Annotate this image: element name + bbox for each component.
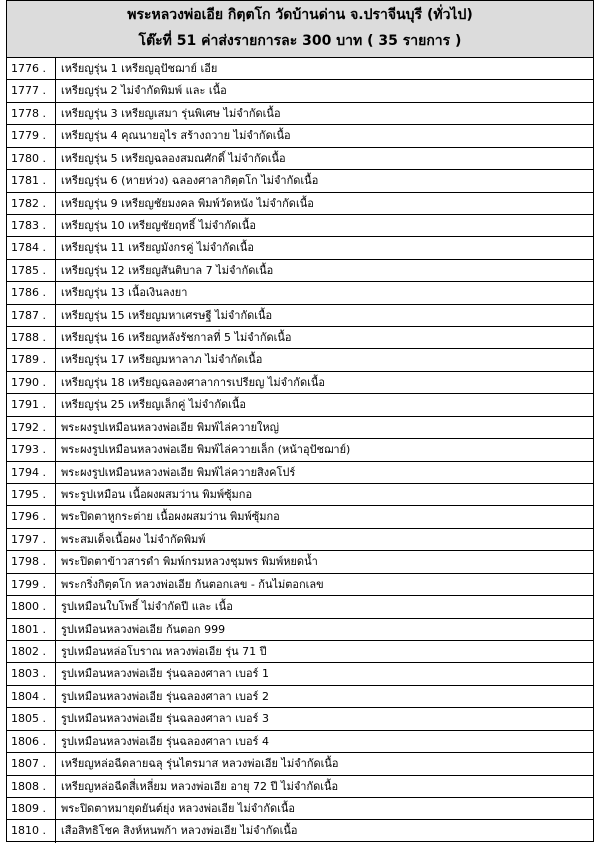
item-description: พระผงรูปเหมือนหลวงพ่อเอีย พิมพ์ไล่ควายใหญ่ <box>61 420 280 434</box>
table-row <box>7 125 593 147</box>
table-header <box>7 1 593 58</box>
item-description: รูปเหมือนหล่อโบราณ หลวงพ่อเอีย รุ่น 71 ปี <box>61 644 267 658</box>
item-description: เหรียญรุ่น 3 เหรียญเสมา รุ่นพิเศษ ไม่จำกัดเนื้อ <box>61 106 281 120</box>
item-description: รูปเหมือนหลวงพ่อเอีย รุ่นฉลองศาลา เบอร์ 4 <box>61 734 269 748</box>
table-row <box>7 327 593 349</box>
table-row <box>7 529 593 551</box>
item-number: 1805 . <box>7 708 56 729</box>
item-number: 1784 . <box>7 237 56 258</box>
table-row <box>7 394 593 416</box>
item-number: 1777 . <box>7 80 56 101</box>
table-row <box>7 193 593 215</box>
item-number: 1797 . <box>7 529 56 550</box>
table-row <box>7 372 593 394</box>
item-number: 1796 . <box>7 506 56 527</box>
item-number: 1789 . <box>7 349 56 370</box>
item-description: เหรียญรุ่น 15 เหรียญมหาเศรษฐี ไม่จำกัดเนื้อ <box>61 308 273 322</box>
table-row <box>7 80 593 102</box>
item-description: พระปิดตาหมายุดยันต์ยุ่ง หลวงพ่อเอีย ไม่จำกัดเนื้อ <box>61 801 296 815</box>
table-row <box>7 776 593 798</box>
page-title: พระหลวงพ่อเอีย กิตฺตโก วัดบ้านด่าน จ.ปราจีนบุรี (ทั่วไป) <box>127 7 473 23</box>
table-row <box>7 103 593 125</box>
item-description: เหรียญรุ่น 11 เหรียญมังกรคู่ ไม่จำกัดเนื้อ <box>61 241 255 255</box>
item-number: 1788 . <box>7 327 56 348</box>
item-description: เหรียญรุ่น 18 เหรียญฉลองศาลาการเปรียญ ไม่จำกัดเนื้อ <box>61 375 325 389</box>
item-description: เหรียญรุ่น 13 เนื้อเงินลงยา <box>61 286 188 300</box>
item-number: 1804 . <box>7 686 56 707</box>
item-number: 1793 . <box>7 439 56 460</box>
table-row <box>7 820 593 842</box>
item-description: รูปเหมือนหลวงพ่อเอีย รุ่นฉลองศาลา เบอร์ 1 <box>61 667 269 681</box>
table-row <box>7 237 593 259</box>
item-description: พระกริ่งกิตฺตโก หลวงพ่อเอีย ก้นตอกเลข - ก้นไม่ตอกเลข <box>61 577 324 591</box>
item-description: เหรียญรุ่น 1 เหรียญอุปัชฌาย์ เอีย <box>61 62 218 75</box>
item-number: 1799 . <box>7 574 56 595</box>
item-number: 1792 . <box>7 417 56 438</box>
item-description: พระรูปเหมือน เนื้อผงผสมว่าน พิมพ์ซุ้มกอ <box>61 488 253 502</box>
item-description: พระผงรูปเหมือนหลวงพ่อเอีย พิมพ์ไล่ควายสิงคโปร์ <box>61 465 296 479</box>
item-description: เหรียญรุ่น 5 เหรียญฉลองสมณศักดิ์ ไม่จำกัดเนื้อ <box>61 151 286 165</box>
page-subtitle: โต๊ะที่ 51 ค่าส่งรายการละ 300 บาท ( 35 รายการ ) <box>138 33 462 49</box>
item-description: เหรียญรุ่น 4 คุณนายอุไร สร้างถวาย ไม่จำกัดเนื้อ <box>61 129 291 143</box>
table-row <box>7 596 593 618</box>
auction-list-table <box>6 0 594 842</box>
table-row <box>7 574 593 596</box>
item-number: 1800 . <box>7 596 56 617</box>
item-description: เหรียญหล่อฉีดลายฉลุ รุ่นไตรมาส หลวงพ่อเอีย ไม่จำกัดเนื้อ <box>61 757 339 771</box>
table-row <box>7 484 593 506</box>
item-number: 1779 . <box>7 125 56 146</box>
table-row <box>7 170 593 192</box>
item-description: รูปเหมือนหลวงพ่อเอีย ก้นตอก 999 <box>61 622 226 636</box>
item-description: เหรียญหล่อฉีดสี่เหลี่ยม หลวงพ่อเอีย อายุ 72 ปี ไม่จำกัดเนื้อ <box>61 779 339 793</box>
table-row <box>7 462 593 484</box>
table-row <box>7 731 593 753</box>
item-number: 1808 . <box>7 776 56 797</box>
table-row <box>7 215 593 237</box>
item-number: 1809 . <box>7 798 56 819</box>
item-description: เหรียญรุ่น 25 เหรียญเล็กคู่ ไม่จำกัดเนื้อ <box>61 398 247 412</box>
item-number: 1794 . <box>7 462 56 483</box>
table-row <box>7 305 593 327</box>
item-number: 1798 . <box>7 551 56 572</box>
item-description: เหรียญรุ่น 9 เหรียญชัยมงคล พิมพ์วัดหนัง ไม่จำกัดเนื้อ <box>61 196 314 210</box>
item-number: 1783 . <box>7 215 56 236</box>
table-row <box>7 708 593 730</box>
item-description: เหรียญรุ่น 2 ไม่จำกัดพิมพ์ และ เนื้อ <box>61 84 227 98</box>
table-row <box>7 663 593 685</box>
table-row <box>7 798 593 820</box>
item-number: 1776 . <box>7 58 56 79</box>
item-list <box>7 58 593 843</box>
table-row <box>7 58 593 80</box>
table-row <box>7 417 593 439</box>
item-number: 1787 . <box>7 305 56 326</box>
table-row <box>7 282 593 304</box>
table-row <box>7 619 593 641</box>
item-description: เหรียญรุ่น 6 (หายห่วง) ฉลองศาลากิตฺตโก ไม่จำกัดเนื้อ <box>61 174 319 188</box>
item-description: เหรียญรุ่น 10 เหรียญชัยฤทธิ์ ไม่จำกัดเนื้อ <box>61 218 257 232</box>
item-description: เหรียญรุ่น 12 เหรียญสันติบาล 7 ไม่จำกัดเนื้อ <box>61 263 274 277</box>
item-number: 1780 . <box>7 148 56 169</box>
item-number: 1795 . <box>7 484 56 505</box>
item-description: พระสมเด็จเนื้อผง ไม่จำกัดพิมพ์ <box>61 532 206 546</box>
item-number: 1801 . <box>7 619 56 640</box>
item-number: 1807 . <box>7 753 56 774</box>
item-description: เสือสิทธิโชค สิงห์หนพก้า หลวงพ่อเอีย ไม่จำกัดเนื้อ <box>61 824 298 838</box>
table-row <box>7 753 593 775</box>
item-description: รูปเหมือนใบโพธิ์ ไม่จำกัดปี และ เนื้อ <box>61 600 233 614</box>
item-number: 1778 . <box>7 103 56 124</box>
item-number: 1786 . <box>7 282 56 303</box>
table-row <box>7 349 593 371</box>
item-description: เหรียญรุ่น 17 เหรียญมหาลาภ ไม่จำกัดเนื้อ <box>61 353 263 367</box>
item-description: เหรียญรุ่น 16 เหรียญหลังรัชกาลที่ 5 ไม่จำกัดเนื้อ <box>61 331 292 345</box>
item-description: พระผงรูปเหมือนหลวงพ่อเอีย พิมพ์ไล่ควายเล็ก (หน้าอุปัชฌาย์) <box>61 443 351 457</box>
table-row <box>7 551 593 573</box>
table-row <box>7 148 593 170</box>
table-row <box>7 439 593 461</box>
item-number: 1806 . <box>7 731 56 752</box>
table-row <box>7 686 593 708</box>
item-description: รูปเหมือนหลวงพ่อเอีย รุ่นฉลองศาลา เบอร์ 3 <box>61 712 269 726</box>
item-number: 1782 . <box>7 193 56 214</box>
item-description: พระปิดตาหูกระต่าย เนื้อผงผสมว่าน พิมพ์ซุ้มกอ <box>61 510 280 524</box>
item-number: 1802 . <box>7 641 56 662</box>
item-description: รูปเหมือนหลวงพ่อเอีย รุ่นฉลองศาลา เบอร์ 2 <box>61 689 269 703</box>
table-row <box>7 260 593 282</box>
item-number: 1781 . <box>7 170 56 191</box>
item-number: 1791 . <box>7 394 56 415</box>
item-number: 1810 . <box>7 820 56 842</box>
table-row <box>7 641 593 663</box>
table-row <box>7 506 593 528</box>
item-number: 1790 . <box>7 372 56 393</box>
item-description: พระปิดตาข้าวสารดำ พิมพ์กรมหลวงชุมพร พิมพ์หยดน้ำ <box>61 555 318 569</box>
item-number: 1803 . <box>7 663 56 684</box>
item-number: 1785 . <box>7 260 56 281</box>
